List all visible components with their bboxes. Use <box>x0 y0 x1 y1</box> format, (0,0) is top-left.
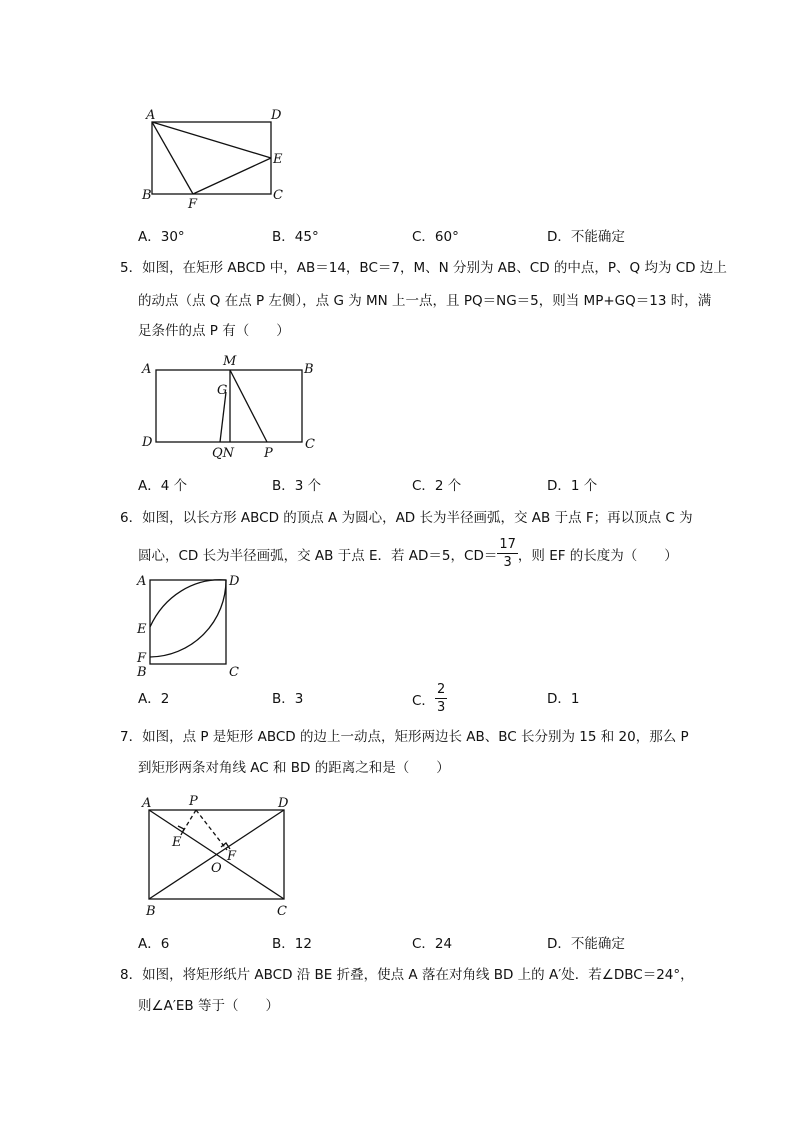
label-a: A <box>146 108 156 123</box>
q8-text-line1: 8．如图，将矩形纸片 ABCD 沿 BE 折叠，使点 A 落在对角线 BD 上的 A′处．若∠DBC＝24°， <box>120 967 694 983</box>
q6-text-line2 <box>138 538 678 569</box>
figure-q4 <box>135 105 295 210</box>
label-b: B <box>137 665 147 680</box>
q6-text-line1: 6．如图，以长方形 ABCD 的顶点 A 为圆心，AD 长为半径画弧，交 AB 于点 F；再以顶点 C 为 <box>120 510 693 526</box>
q7-option-a: A．6 <box>138 936 170 952</box>
q6-option-d: D．1 <box>547 691 580 707</box>
q7-option-c: C．24 <box>412 936 453 952</box>
figure-q5 <box>135 350 325 460</box>
figure-q7 <box>135 790 300 920</box>
q6-text-line2-end: ，则 EF 的长度为（ ） <box>517 547 678 564</box>
q5-option-c: C．2 个 <box>412 478 462 494</box>
q7-option-b: B．12 <box>272 936 312 952</box>
q6-text-line2-start: 圆心，CD 长为半径画弧，交 AB 于点 E．若 AD＝5，CD＝ <box>138 547 498 564</box>
label-g: G <box>217 383 228 398</box>
q6-option-c-prefix: C． <box>412 692 435 709</box>
fraction-numerator: 2 <box>436 682 446 697</box>
label-o: O <box>211 861 222 876</box>
label-p: P <box>189 794 198 809</box>
label-f: F <box>188 197 198 210</box>
q6-option-b: B．3 <box>272 691 304 707</box>
q5-text-line3: 足条件的点 P 有（ ） <box>138 323 290 339</box>
label-c: C <box>277 904 287 919</box>
label-f: F <box>137 651 147 666</box>
figure-q6 <box>132 570 247 680</box>
q5-option-b: B．3 个 <box>272 478 322 494</box>
fraction-denominator: 3 <box>503 555 512 570</box>
segment-mp <box>230 370 267 442</box>
arc-centered-a <box>150 580 226 657</box>
label-e: E <box>137 622 147 637</box>
q5-text-line1: 5．如图，在矩形 ABCD 中，AB＝14，BC＝7，M、N 分别为 AB、CD 的中点，P、Q 均为 CD 边上 <box>120 260 727 276</box>
rectangle-abcd <box>152 122 271 194</box>
q6-option-c-fraction <box>435 683 447 714</box>
label-e: E <box>172 835 182 850</box>
label-b: B <box>146 904 156 919</box>
label-a: A <box>142 362 152 377</box>
fraction-numerator: 17 <box>499 537 516 552</box>
label-p: P <box>264 446 273 460</box>
q8-text-line2: 则∠A′EB 等于（ ） <box>138 998 279 1014</box>
q7-text-line1: 7．如图，点 P 是矩形 ABCD 的边上一动点，矩形两边长 AB、BC 长分别为 15 和 20，那么 P <box>120 729 689 745</box>
q6-option-c <box>412 683 447 714</box>
label-c: C <box>273 188 283 203</box>
label-f: F <box>227 849 237 864</box>
label-c: C <box>305 437 315 452</box>
label-qn: QN <box>212 446 235 460</box>
label-a: A <box>142 796 152 811</box>
q4-option-d: D．不能确定 <box>547 229 625 245</box>
label-e: E <box>273 152 283 167</box>
q5-option-d: D．1 个 <box>547 478 598 494</box>
label-m: M <box>223 354 237 369</box>
q4-option-c: C．60° <box>412 229 459 245</box>
label-a: A <box>137 574 147 589</box>
label-b: B <box>304 362 314 377</box>
q7-text-line2: 到矩形两条对角线 AC 和 BD 的距离之和是（ ） <box>138 760 450 776</box>
fraction-denominator: 3 <box>436 700 446 715</box>
label-c: C <box>229 665 239 680</box>
q5-option-a: A．4 个 <box>138 478 188 494</box>
rectangle-abcd <box>156 370 302 442</box>
segment-gq <box>220 392 226 442</box>
label-d: D <box>278 796 289 811</box>
q7-option-d: D．不能确定 <box>547 936 625 952</box>
label-d: D <box>229 574 240 589</box>
q6-option-a: A．2 <box>138 691 170 707</box>
label-d: D <box>271 108 282 123</box>
q4-option-a: A．30° <box>138 229 185 245</box>
q5-text-line2: 的动点（点 Q 在点 P 左侧），点 G 为 MN 上一点，且 PQ＝NG＝5，则当 MP+GQ＝13 时，满 <box>138 293 712 309</box>
label-d: D <box>142 435 153 450</box>
label-b: B <box>142 188 152 203</box>
segment-fe <box>193 158 271 194</box>
q4-option-b: B．45° <box>272 229 319 245</box>
q6-fraction-cd <box>497 538 518 569</box>
rectangle-abcd <box>150 580 226 664</box>
